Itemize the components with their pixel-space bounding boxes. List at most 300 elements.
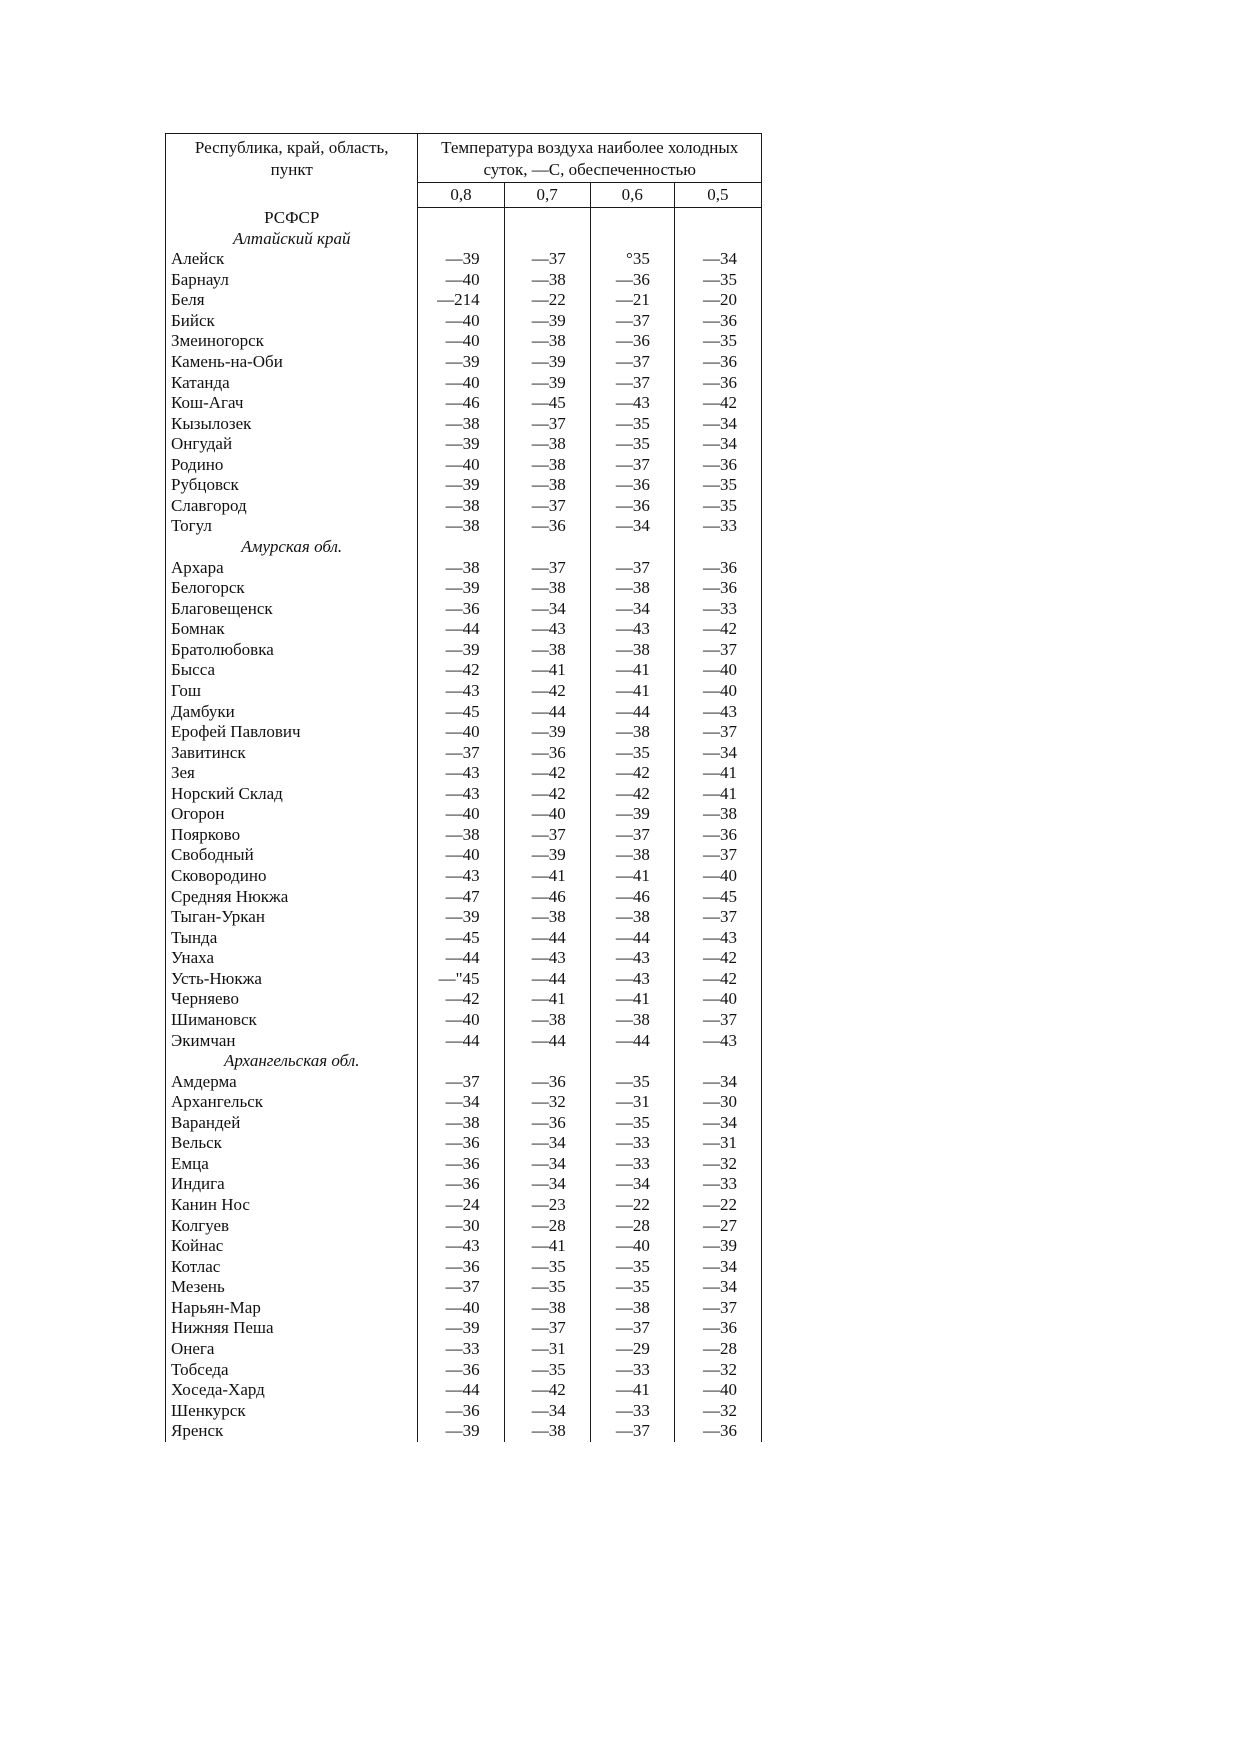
header-place-line1: Республика, край, область, <box>194 138 389 157</box>
temperature-value: —40 <box>445 310 480 330</box>
temperature-value: —43 <box>674 702 761 723</box>
place-name: Архангельск <box>166 1092 418 1113</box>
header-place-line2: пункт <box>270 160 313 179</box>
temperature-value: —38 <box>590 907 674 928</box>
temperature-value: —34 <box>504 599 590 620</box>
temperature-value: —36 <box>504 743 590 764</box>
temperature-value: —39 <box>445 249 480 269</box>
table-row <box>166 475 762 496</box>
temperature-value: —34 <box>504 1133 590 1154</box>
temperature-value: —45 <box>674 887 761 908</box>
temperature-value: —32 <box>504 1092 590 1113</box>
table-row <box>166 537 762 558</box>
temperature-value: —22 <box>504 290 590 311</box>
temperature-value: —35 <box>674 270 761 291</box>
place-name: Кош-Агач <box>166 393 418 414</box>
temperature-value: —36 <box>674 455 761 476</box>
table-row <box>166 516 762 537</box>
table-row <box>166 1339 762 1360</box>
temperature-value: —40 <box>590 1236 674 1257</box>
temperature-value: —35 <box>590 434 674 455</box>
temperature-value: —40 <box>504 804 590 825</box>
place-name: Бийск <box>166 311 418 332</box>
place-name: Змеиногорск <box>166 331 418 352</box>
header-temperature-column <box>418 134 762 183</box>
temperature-value: —37 <box>590 373 674 394</box>
temperature-value: —38 <box>445 413 480 433</box>
temperature-value: —35 <box>590 1113 674 1134</box>
temperature-value: —37 <box>504 825 590 846</box>
temperature-value: —40 <box>445 1297 480 1317</box>
table-row <box>166 455 762 476</box>
table-row <box>166 1051 762 1072</box>
place-name: Зея <box>166 763 418 784</box>
temperature-value: —35 <box>504 1360 590 1381</box>
temperature-value: —39 <box>504 722 590 743</box>
temperature-value: —31 <box>674 1133 761 1154</box>
table-row <box>166 1174 762 1195</box>
temperature-value: —44 <box>445 1380 480 1400</box>
table-row <box>166 290 762 311</box>
temperature-value: —40 <box>674 660 761 681</box>
temperature-value: —21 <box>590 290 674 311</box>
temperature-value: —43 <box>445 1236 480 1256</box>
table-row <box>166 331 762 352</box>
temperature-value: —24 <box>445 1195 480 1214</box>
temperature-value: —39 <box>445 639 480 659</box>
place-name: Ерофей Павлович <box>166 722 418 743</box>
temperature-value: —44 <box>504 702 590 723</box>
temperature-value: —35 <box>674 496 761 517</box>
temperature-value: —22 <box>674 1195 761 1216</box>
temperature-value: —36 <box>590 270 674 291</box>
temperature-value: —41 <box>674 763 761 784</box>
temperature-value: —39 <box>504 373 590 394</box>
temperature-value: —41 <box>590 1380 674 1401</box>
temperature-value: —36 <box>674 311 761 332</box>
temperature-value: —"45 <box>438 968 480 988</box>
temperature-value: —36 <box>674 825 761 846</box>
temperature-value: —33 <box>445 1338 480 1358</box>
place-name: Унаха <box>166 948 418 969</box>
temperature-value: —46 <box>504 887 590 908</box>
temperature-value: —38 <box>504 1010 590 1031</box>
temperature-value: —42 <box>504 763 590 784</box>
table-row <box>166 619 762 640</box>
temperature-value: —42 <box>674 969 761 990</box>
temperature-value: —34 <box>590 599 674 620</box>
table-row <box>166 763 762 784</box>
empty-cell <box>590 1051 674 1072</box>
temperature-value: —37 <box>590 455 674 476</box>
temperature-value: —36 <box>674 373 761 394</box>
place-name: Онгудай <box>166 434 418 455</box>
table-row <box>166 414 762 435</box>
temperature-value: —34 <box>504 1401 590 1422</box>
table-row <box>166 640 762 661</box>
temperature-value: —36 <box>590 331 674 352</box>
temperature-value: —38 <box>504 434 590 455</box>
temperature-value: °35 <box>590 249 674 270</box>
place-name: Гош <box>166 681 418 702</box>
temperature-value: —34 <box>590 1174 674 1195</box>
temperature-value: —41 <box>504 989 590 1010</box>
temperature-value: —45 <box>445 927 480 947</box>
temperature-value: —40 <box>674 989 761 1010</box>
empty-cell <box>674 1051 761 1072</box>
temperature-value: —33 <box>674 516 761 537</box>
temperature-value: —40 <box>445 331 480 351</box>
temperature-value: —38 <box>674 804 761 825</box>
place-name: Тобседа <box>166 1360 418 1381</box>
header-probability-0-7: 0,7 <box>504 183 590 208</box>
table-row <box>166 393 762 414</box>
temperature-value: —40 <box>445 372 480 392</box>
temperature-value: —23 <box>504 1195 590 1216</box>
empty-cell <box>504 229 590 250</box>
empty-cell <box>418 1051 504 1072</box>
table-row <box>166 1031 762 1052</box>
temperature-value: —22 <box>590 1195 674 1216</box>
temperature-value: —39 <box>590 804 674 825</box>
temperature-value: —43 <box>590 393 674 414</box>
temperature-value: —37 <box>590 825 674 846</box>
temperature-value: —42 <box>674 948 761 969</box>
temperature-value: —40 <box>445 845 480 865</box>
place-name: Котлас <box>166 1257 418 1278</box>
table-row <box>166 1236 762 1257</box>
temperature-value: —36 <box>590 475 674 496</box>
temperature-value: —37 <box>674 640 761 661</box>
header-probability-0-5: 0,5 <box>674 183 761 208</box>
temperature-value: —44 <box>504 928 590 949</box>
temperature-value: —39 <box>445 434 480 454</box>
table-row <box>166 352 762 373</box>
temperature-value: —37 <box>504 249 590 270</box>
temperature-value: —44 <box>504 969 590 990</box>
table-row <box>166 1298 762 1319</box>
place-name: Архара <box>166 558 418 579</box>
place-name: Средняя Нюкжа <box>166 887 418 908</box>
temperature-value: —37 <box>445 1277 480 1297</box>
temperature-value: —36 <box>674 352 761 373</box>
temperature-value: —43 <box>590 619 674 640</box>
temperature-value: —44 <box>445 948 480 968</box>
temperature-value: —37 <box>504 496 590 517</box>
temperature-value: —35 <box>590 1257 674 1278</box>
temperature-value: —46 <box>590 887 674 908</box>
place-name: Алейск <box>166 249 418 270</box>
temperature-value: —39 <box>445 1421 480 1441</box>
temperature-value: —36 <box>504 1113 590 1134</box>
temperature-value: —29 <box>590 1339 674 1360</box>
table-row <box>166 1154 762 1175</box>
temperature-value: —37 <box>590 1318 674 1339</box>
table-row <box>166 599 762 620</box>
empty-cell <box>504 537 590 558</box>
empty-cell <box>590 229 674 250</box>
temperature-value: —31 <box>590 1092 674 1113</box>
temperature-value: —42 <box>445 989 480 1009</box>
temperature-value: —38 <box>445 516 480 536</box>
temperature-value: —32 <box>674 1154 761 1175</box>
table-row <box>166 866 762 887</box>
place-name: Братолюбовка <box>166 640 418 661</box>
temperature-value: —32 <box>674 1360 761 1381</box>
place-name: Поярково <box>166 825 418 846</box>
temperature-value: —42 <box>674 619 761 640</box>
temperature-value: —35 <box>590 743 674 764</box>
temperature-value: —38 <box>504 270 590 291</box>
temperature-value: —35 <box>504 1277 590 1298</box>
temperature-value: —36 <box>504 516 590 537</box>
place-name: Нижняя Пеша <box>166 1318 418 1339</box>
temperature-value: —36 <box>445 598 480 618</box>
header-place-column <box>166 134 418 208</box>
temperature-value: —36 <box>445 1133 480 1153</box>
temperature-value: —31 <box>504 1339 590 1360</box>
temperature-value: —38 <box>504 1421 590 1442</box>
temperature-value: —43 <box>590 969 674 990</box>
temperature-value: —36 <box>674 578 761 599</box>
temperature-value: —43 <box>445 866 480 885</box>
region-heading: РСФСР <box>166 208 418 229</box>
temperature-value: —38 <box>590 845 674 866</box>
temperature-value: —45 <box>445 701 480 721</box>
temperature-value: —44 <box>504 1031 590 1052</box>
place-name: Онега <box>166 1339 418 1360</box>
temperature-value: —38 <box>504 1298 590 1319</box>
place-name: Родино <box>166 455 418 476</box>
temperature-value: —42 <box>504 784 590 805</box>
place-name: Шенкурск <box>166 1401 418 1422</box>
table-row <box>166 434 762 455</box>
place-name: Экимчан <box>166 1031 418 1052</box>
temperature-value: —39 <box>445 578 480 598</box>
header-temperature-line1: Температура воздуха наиболее холодных <box>441 138 739 157</box>
temperature-value: —38 <box>504 578 590 599</box>
table-row <box>166 1195 762 1216</box>
place-name: Тында <box>166 928 418 949</box>
temperature-value: —37 <box>504 558 590 579</box>
table-row <box>166 1133 762 1154</box>
temperature-value: —37 <box>590 311 674 332</box>
table-row <box>166 907 762 928</box>
temperature-value: —39 <box>445 475 480 495</box>
empty-cell <box>590 537 674 558</box>
temperature-value: —43 <box>504 619 590 640</box>
temperature-value: —41 <box>674 784 761 805</box>
temperature-value: —45 <box>504 393 590 414</box>
temperature-value: —38 <box>590 1010 674 1031</box>
temperature-value: —38 <box>590 1298 674 1319</box>
temperature-value: —42 <box>674 393 761 414</box>
place-name: Сковородино <box>166 866 418 887</box>
temperature-value: —47 <box>445 886 480 906</box>
temperature-value: —41 <box>590 989 674 1010</box>
temperature-value: —43 <box>445 783 480 803</box>
temperature-value: —40 <box>674 681 761 702</box>
place-name: Белогорск <box>166 578 418 599</box>
place-name: Завитинск <box>166 743 418 764</box>
temperature-value: —34 <box>674 249 761 270</box>
place-name: Кызылозек <box>166 414 418 435</box>
temperature-value: —38 <box>445 557 480 577</box>
place-name: Хоседа-Хард <box>166 1380 418 1401</box>
table-row <box>166 887 762 908</box>
place-name: Бомнак <box>166 619 418 640</box>
place-name: Беля <box>166 290 418 311</box>
table-row <box>166 270 762 291</box>
place-name: Камень-на-Оби <box>166 352 418 373</box>
table-row <box>166 722 762 743</box>
temperature-value: —30 <box>674 1092 761 1113</box>
table-row <box>166 249 762 270</box>
temperature-value: —38 <box>504 331 590 352</box>
place-name: Шимановск <box>166 1010 418 1031</box>
empty-cell <box>674 208 761 229</box>
table-row <box>166 558 762 579</box>
table-row <box>166 1318 762 1339</box>
table-row <box>166 1380 762 1401</box>
oblast-heading: Амурская обл. <box>166 537 418 558</box>
table-row <box>166 1072 762 1093</box>
place-name: Яренск <box>166 1421 418 1442</box>
table-row <box>166 681 762 702</box>
empty-cell <box>504 208 590 229</box>
place-name: Колгуев <box>166 1216 418 1237</box>
temperature-value: —42 <box>590 784 674 805</box>
temperature-value: —38 <box>504 640 590 661</box>
place-name: Норский Склад <box>166 784 418 805</box>
temperature-value: —43 <box>445 680 480 700</box>
temperature-value: —38 <box>504 455 590 476</box>
temperature-value: —36 <box>674 1318 761 1339</box>
temperature-value: —39 <box>674 1236 761 1257</box>
temperature-value: —38 <box>590 578 674 599</box>
place-name: Индига <box>166 1174 418 1195</box>
temperature-value: —34 <box>590 516 674 537</box>
temperature-value: —37 <box>590 1421 674 1442</box>
temperature-value: —42 <box>590 763 674 784</box>
temperature-value: —40 <box>445 1009 480 1029</box>
place-name: Славгород <box>166 496 418 517</box>
temperature-value: —36 <box>445 1400 480 1420</box>
table-row <box>166 989 762 1010</box>
temperature-value: —42 <box>504 681 590 702</box>
temperature-value: —40 <box>445 269 480 289</box>
table-row <box>166 825 762 846</box>
temperature-value: —44 <box>445 1030 480 1050</box>
place-name: Дамбуки <box>166 702 418 723</box>
temperature-value: —43 <box>445 763 480 783</box>
temperature-value: —28 <box>674 1339 761 1360</box>
place-name: Амдерма <box>166 1072 418 1093</box>
empty-cell <box>674 229 761 250</box>
temperature-value: —40 <box>674 1380 761 1401</box>
temperature-value: —39 <box>504 845 590 866</box>
temperature-value: —40 <box>674 866 761 887</box>
table-row <box>166 784 762 805</box>
temperature-value: —33 <box>590 1401 674 1422</box>
temperature-value: —38 <box>504 907 590 928</box>
temperature-value: —36 <box>445 1359 480 1379</box>
temperature-value: —33 <box>590 1133 674 1154</box>
table-row <box>166 578 762 599</box>
table-row <box>166 660 762 681</box>
temperature-value: —33 <box>590 1154 674 1175</box>
header-probability-0-6: 0,6 <box>590 183 674 208</box>
table-row <box>166 229 762 250</box>
empty-cell <box>418 229 504 250</box>
temperature-value: —37 <box>674 1298 761 1319</box>
empty-cell <box>418 208 504 229</box>
table-row <box>166 1401 762 1422</box>
temperature-value: —40 <box>445 804 480 824</box>
temperature-value: —37 <box>674 1010 761 1031</box>
oblast-heading: Алтайский край <box>166 229 418 250</box>
place-name: Катанда <box>166 373 418 394</box>
place-name: Усть-Нюкжа <box>166 969 418 990</box>
temperature-value: —43 <box>504 948 590 969</box>
temperature-value: —41 <box>504 1236 590 1257</box>
temperature-value: —35 <box>590 1277 674 1298</box>
temperature-value: —34 <box>674 414 761 435</box>
temperature-value: —34 <box>674 1113 761 1134</box>
temperature-value: —38 <box>445 1112 480 1132</box>
temperature-value: —38 <box>504 475 590 496</box>
place-name: Черняево <box>166 989 418 1010</box>
place-name: Барнаул <box>166 270 418 291</box>
table-row <box>166 845 762 866</box>
table-row <box>166 1010 762 1031</box>
temperature-value: —37 <box>674 907 761 928</box>
temperature-value: —38 <box>445 824 480 844</box>
table-row <box>166 1113 762 1134</box>
temperature-table <box>165 133 762 1442</box>
place-name: Вельск <box>166 1133 418 1154</box>
temperature-value: —38 <box>590 722 674 743</box>
temperature-value: —46 <box>445 393 480 413</box>
temperature-value: —36 <box>445 1174 480 1194</box>
table-row <box>166 1277 762 1298</box>
temperature-value: —20 <box>674 290 761 311</box>
table-row <box>166 496 762 517</box>
table-body <box>166 208 762 1442</box>
place-name: Огорон <box>166 804 418 825</box>
temperature-value: —35 <box>674 331 761 352</box>
temperature-value: —214 <box>437 290 480 310</box>
table-row <box>166 208 762 229</box>
temperature-value: —33 <box>674 1174 761 1195</box>
table-header <box>166 134 762 208</box>
temperature-value: —36 <box>445 1153 480 1173</box>
temperature-value: —36 <box>445 1256 480 1276</box>
temperature-value: —44 <box>445 619 480 639</box>
temperature-value: —37 <box>504 414 590 435</box>
place-name: Нарьян-Мар <box>166 1298 418 1319</box>
table-row <box>166 1257 762 1278</box>
temperature-value: —28 <box>504 1216 590 1237</box>
temperature-value: —27 <box>674 1216 761 1237</box>
temperature-value: —34 <box>674 1257 761 1278</box>
table-row <box>166 1360 762 1381</box>
temperature-value: —34 <box>674 434 761 455</box>
temperature-value: —38 <box>590 640 674 661</box>
temperature-value: —39 <box>504 311 590 332</box>
place-name: Варандей <box>166 1113 418 1134</box>
place-name: Емца <box>166 1154 418 1175</box>
